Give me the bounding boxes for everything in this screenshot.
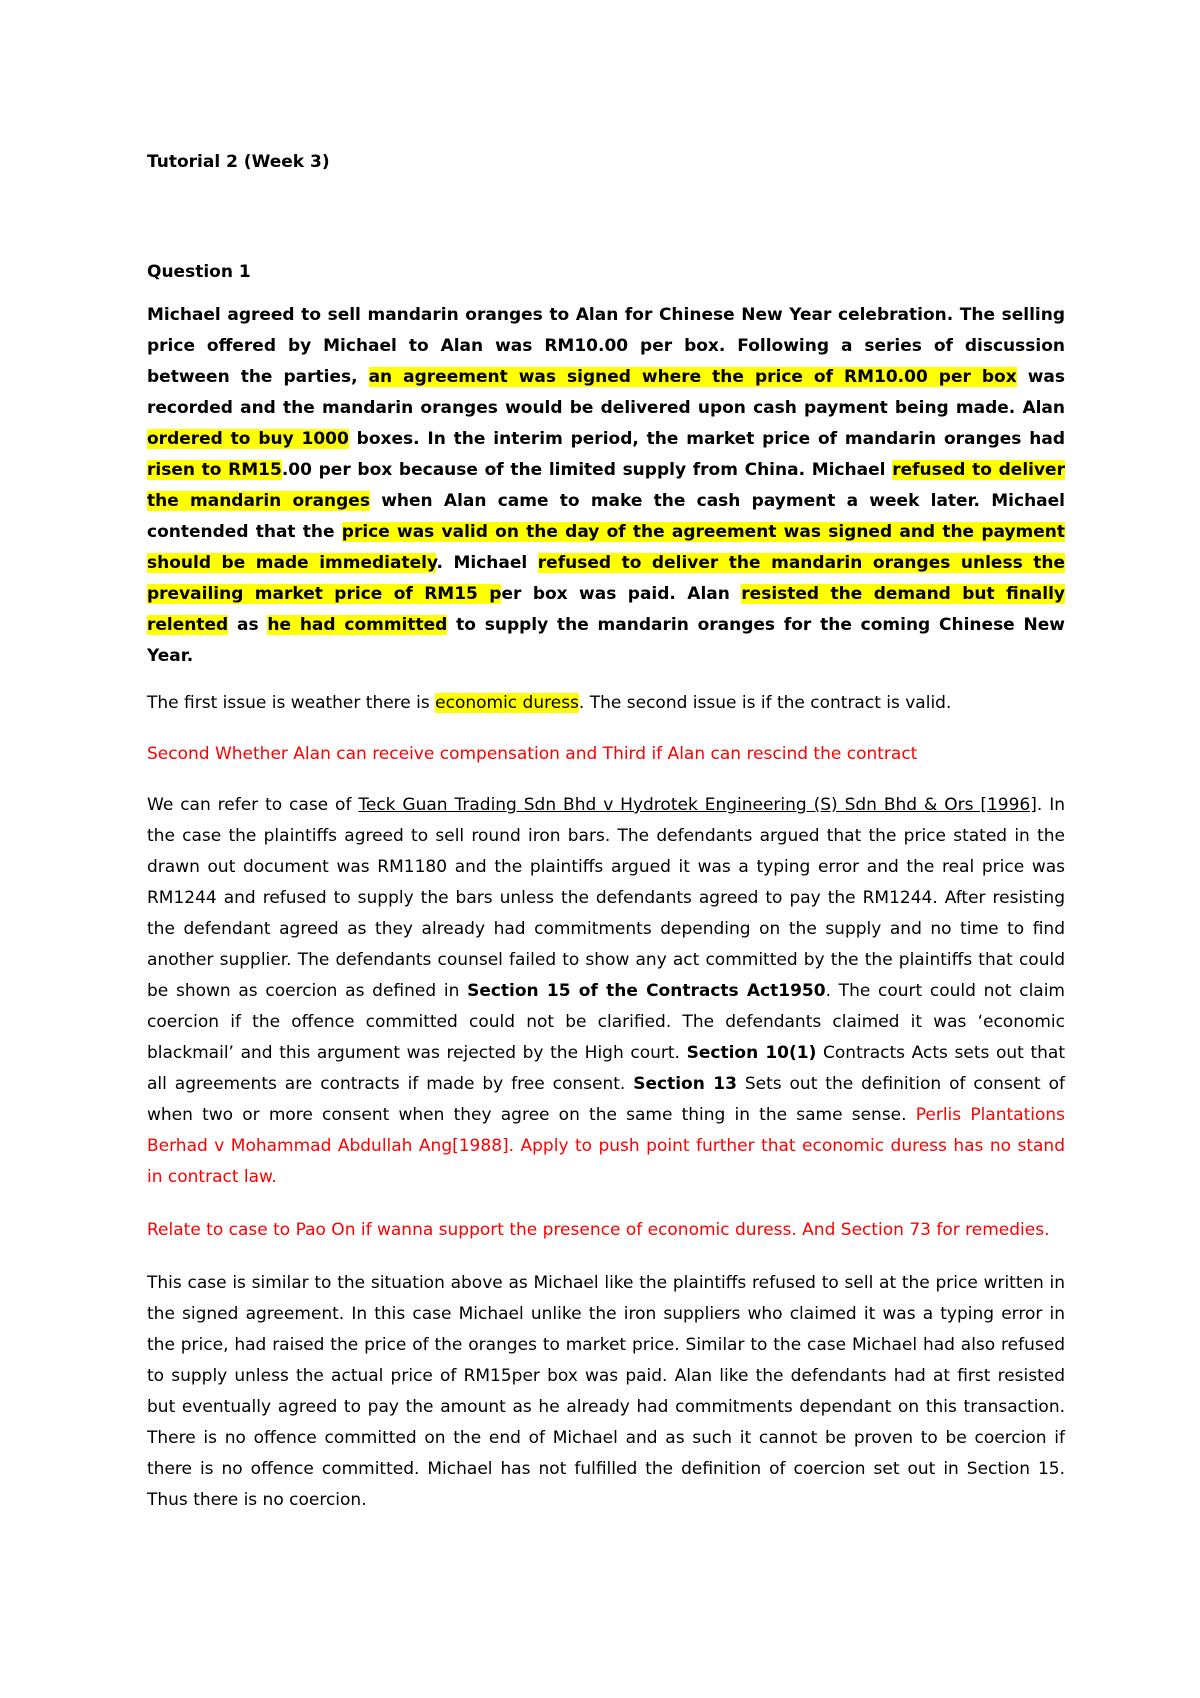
highlighted-phrase: an agreement was signed where the price of RM10.00 per box: [368, 367, 1017, 387]
issues-text: . The second issue is if the contract is valid.: [578, 693, 952, 713]
highlighted-phrase: ordered to buy 1000: [147, 429, 349, 449]
annotation-second-third-issue: Second Whether Alan can receive compensation and Third if Alan can rescind the contract: [147, 744, 918, 764]
question-heading: Question 1: [147, 262, 251, 282]
case-citation: Teck Guan Trading Sdn Bhd v Hydrotek Engineering (S) Sdn Bhd & Ors [1996]: [358, 795, 1037, 815]
statute-reference: Section 10(1): [686, 1043, 817, 1063]
question-segment: was recorded and the mandarin oranges would be delivered upon cash payment being made. Alan: [147, 367, 1066, 418]
statute-reference: Section 13: [633, 1074, 737, 1094]
question-segment: when Alan came to make the cash payment a week later. Michael contended that the: [147, 491, 1065, 542]
highlighted-phrase: price was valid on the day of the agreement was signed and the payment should be made immediately: [147, 522, 1065, 573]
question-body: [147, 300, 1065, 672]
page-title: Tutorial 2 (Week 3): [147, 152, 330, 172]
case-text: . In the case the plaintiffs agreed to sell round iron bars. The defendants argued that the price stated in the drawn out document was RM1180 and the plaintiffs argued it was a typing error and the real price was RM1244 and refused to supply the bars unless the defendants agreed to pay the RM1244. After resisting the defendant agreed as they already had commitments depending on the supply and no time to find another supplier. The defendants counsel failed to show any act committed by the the plaintiffs that could be shown as coercion as defined in: [147, 795, 1065, 1001]
issues-text: The first issue is weather there is: [147, 693, 436, 713]
case-analysis-paragraph: [147, 790, 1065, 1193]
question-segment: .00 per box because of the limited supply from China. Michael: [281, 460, 893, 480]
question-segment: er box was paid. Alan: [501, 584, 742, 604]
highlighted-phrase: resisted the demand but finally relented: [147, 584, 1065, 635]
issues-paragraph: [147, 688, 1065, 719]
document-content: [147, 150, 1065, 1516]
question-segment: to supply the mandarin oranges for the coming Chinese New Year.: [147, 615, 1065, 666]
question-segment: as: [228, 615, 268, 635]
question-segment: boxes. In the interim period, the market price of mandarin oranges had: [348, 429, 1065, 449]
highlighted-phrase: risen to RM15: [147, 460, 282, 480]
highlighted-phrase: economic duress: [435, 693, 579, 713]
question-segment: . Michael: [436, 553, 538, 573]
case-intro: We can refer to case of: [147, 795, 359, 815]
statute-reference: Section 15 of the Contracts Act1950: [467, 981, 826, 1001]
annotation-pao-on: Relate to case to Pao On if wanna support the presence of economic duress. And Section 73 for remedies.: [147, 1220, 1050, 1240]
highlighted-phrase: refused to deliver the mandarin oranges: [147, 460, 1065, 511]
highlighted-phrase: he had committed: [267, 615, 448, 635]
annotation-perlis-case: Perlis Plantations Berhad v Mohammad Abdullah Ang[1988]. Apply to push point further that economic duress has no stand in contract law.: [147, 1105, 1065, 1187]
case-text: . The court could not claim coercion if the offence committed could not be clarified. The defendants claimed it was ‘economic blackmail’ and this argument was rejected by the High court.: [147, 981, 1065, 1063]
case-text: Contracts Acts sets out that all agreements are contracts if made by free consent.: [147, 1043, 1065, 1094]
question-segment: Michael agreed to sell mandarin oranges to Alan for Chinese New Year celebration. The selling price offered by Michael to Alan was RM10.00 per box. Following a series of discussion between the parties,: [147, 305, 1065, 387]
conclusion-paragraph: This case is similar to the situation above as Michael like the plaintiffs refused to sell at the price written in the signed agreement. In this case Michael unlike the iron suppliers who claimed it was a typing error in the price, had raised the price of the oranges to market price. Similar to the case Michael had also refused to supply unless the actual price of RM15per box was paid. Alan like the defendants had at first resisted but eventually agreed to pay the amount as he already had commitments dependant on this transaction. There is no offence committed on the end of Michael and as such it cannot be proven to be coercion if there is no offence committed. Michael has not fulfilled the definition of coercion set out in Section 15. Thus there is no coercion.: [147, 1273, 1065, 1510]
case-text: Sets out the definition of consent of when two or more consent when they agree on the same thing in the same sense.: [147, 1074, 1065, 1125]
highlighted-phrase: refused to deliver the mandarin oranges unless the prevailing market price of RM15 p: [147, 553, 1065, 604]
